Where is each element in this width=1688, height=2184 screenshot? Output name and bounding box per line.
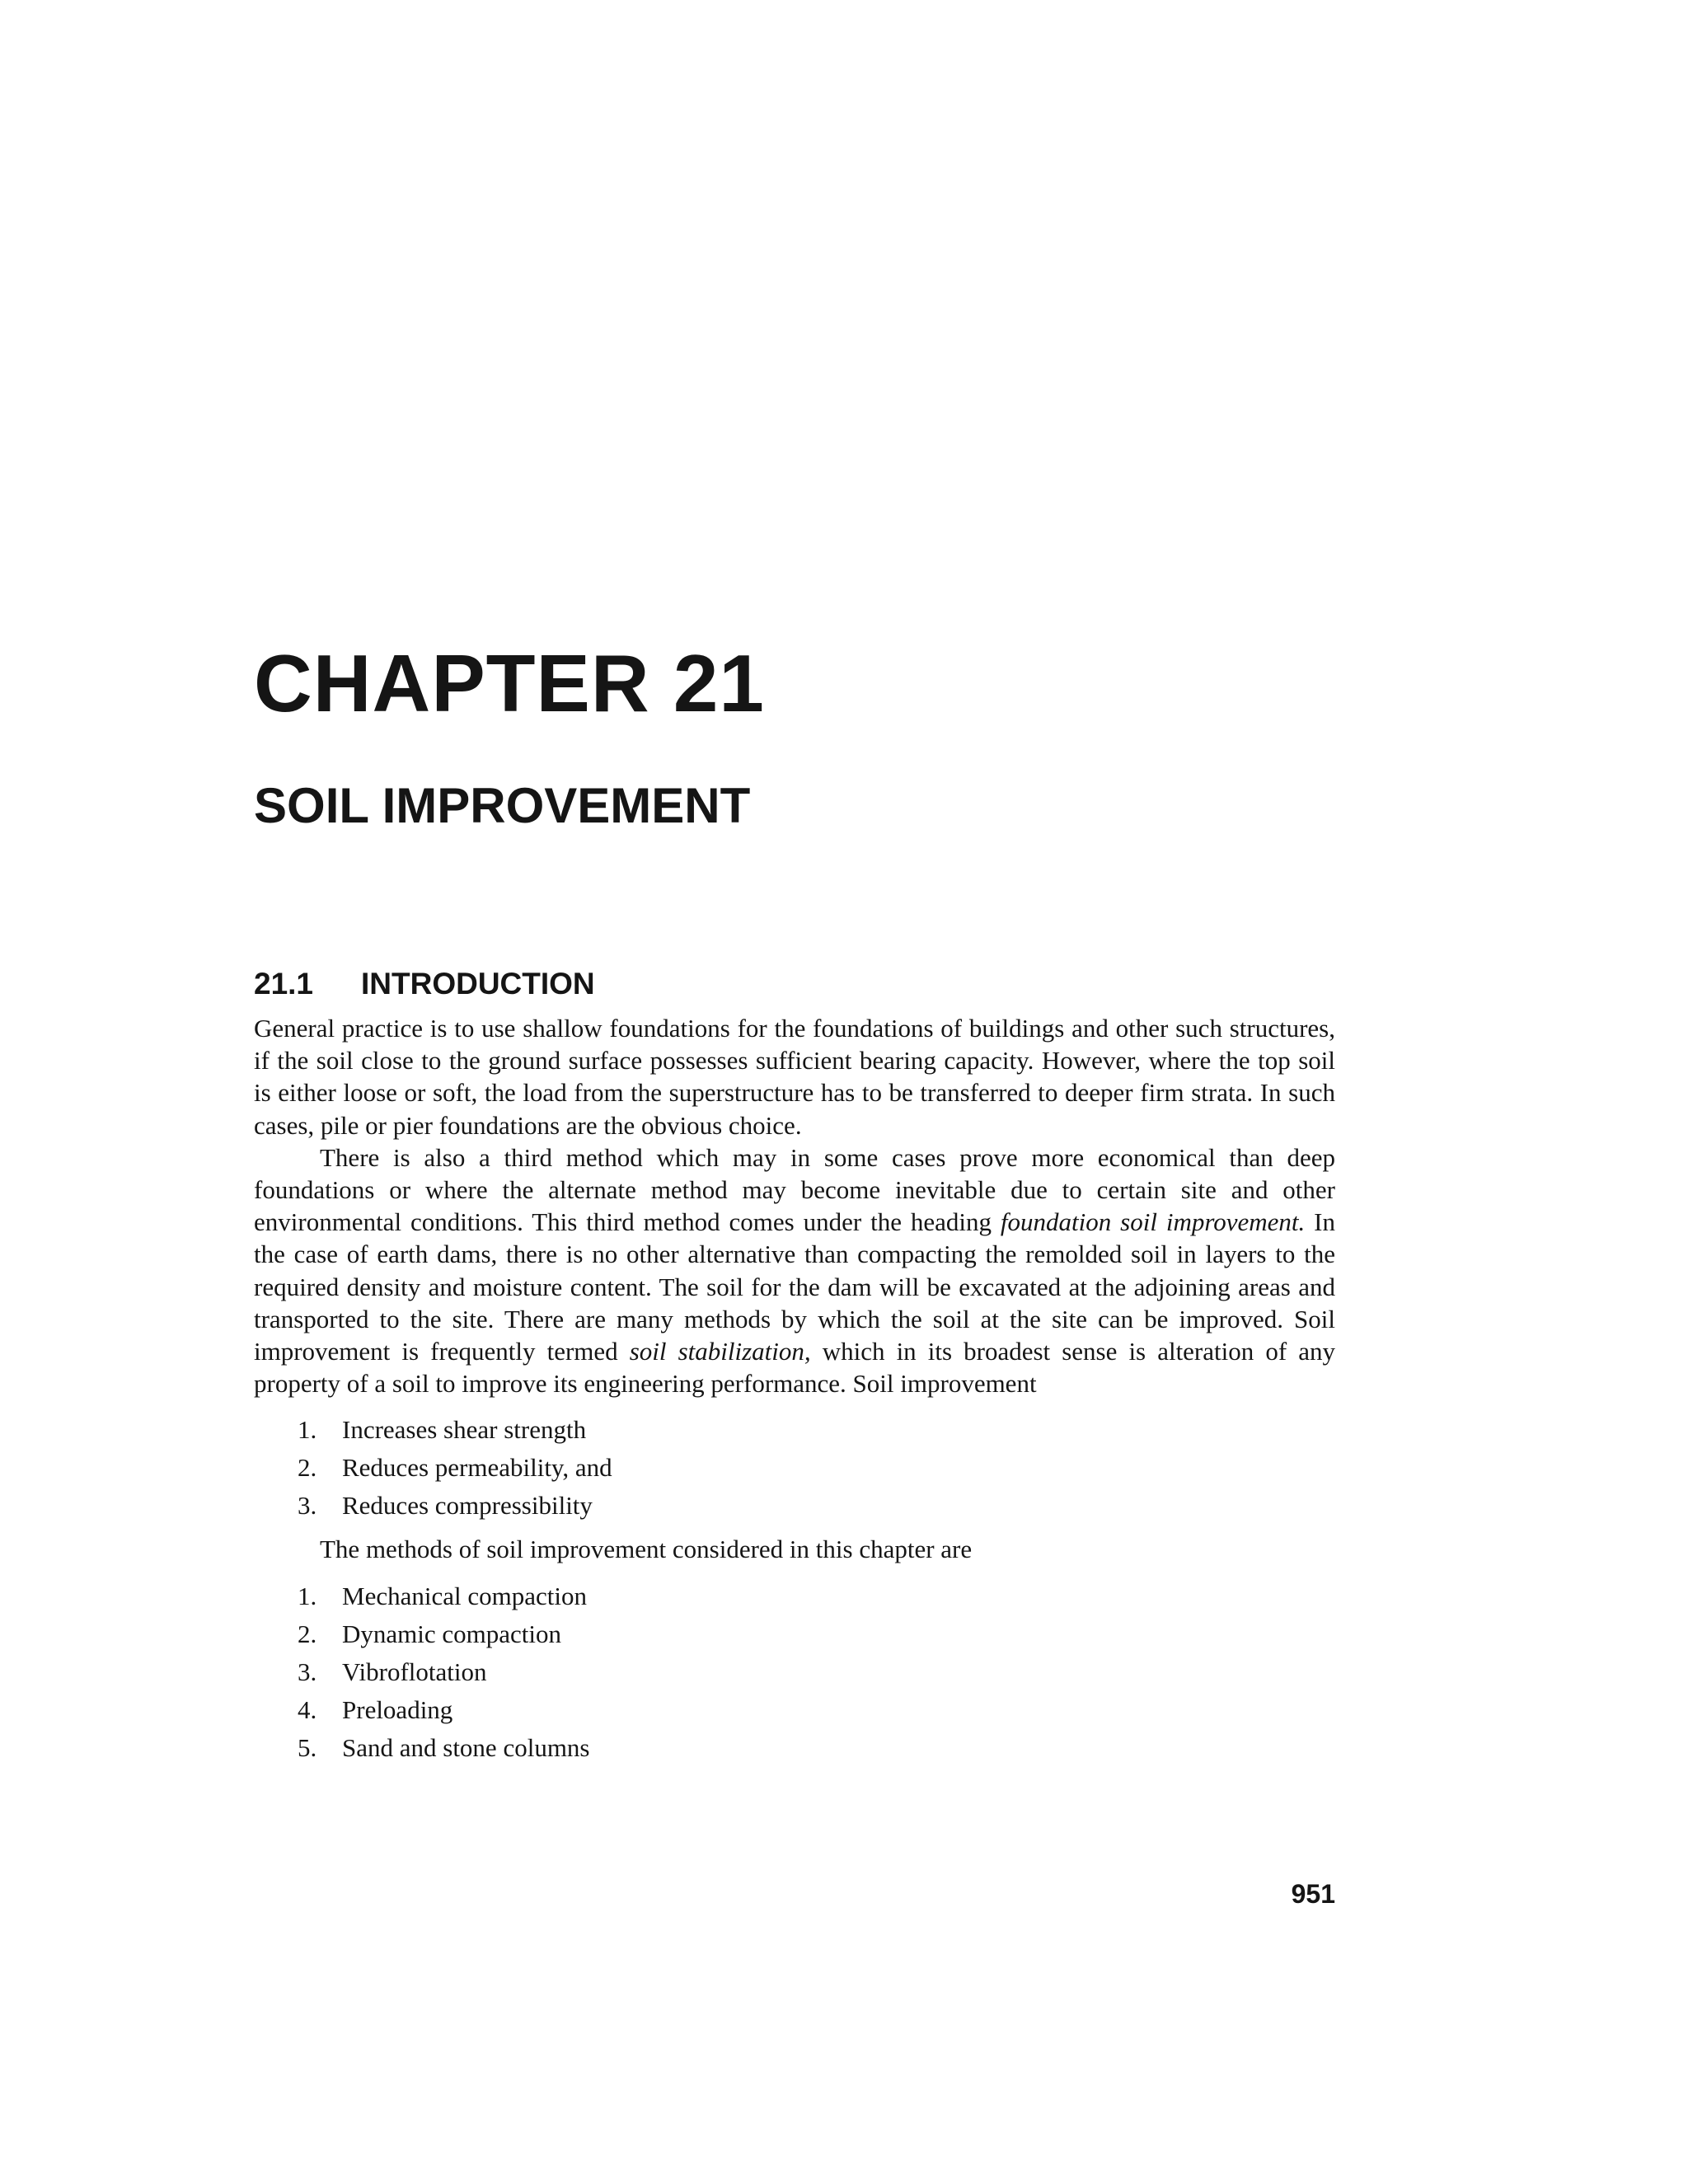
- list-item: [254, 1577, 1335, 1615]
- list-item: [254, 1691, 1335, 1729]
- list-item-number: 1.: [298, 1415, 317, 1445]
- list-item-number: 3.: [298, 1491, 317, 1521]
- list-item: [254, 1615, 1335, 1653]
- chapter-label: CHAPTER 21: [254, 638, 765, 729]
- list-item-number: 5.: [298, 1733, 317, 1763]
- list-item-number: 3.: [298, 1657, 317, 1687]
- list-item-text: Reduces permeability, and: [342, 1453, 612, 1483]
- list-item-number: 4.: [298, 1695, 317, 1725]
- section-title: INTRODUCTION: [361, 967, 595, 1001]
- list-item-text: Sand and stone columns: [342, 1733, 590, 1763]
- chapter-title: SOIL IMPROVEMENT: [254, 778, 751, 833]
- list-item-text: Preloading: [342, 1695, 453, 1725]
- term-foundation-soil-improvement: foundation soil improvement.: [1000, 1207, 1306, 1237]
- methods-list: [254, 1577, 1335, 1767]
- list-item-number: 2.: [298, 1619, 317, 1649]
- list-item: [254, 1729, 1335, 1767]
- paragraph-2-text-a: There is also a third method which may in some cases prove more economical than deep foundations or where the alternate method may become inevitable due to certain site and other environmental conditions. This third method comes under the heading: [254, 1142, 1335, 1237]
- list-item-text: Mechanical compaction: [342, 1582, 587, 1611]
- paragraph-2-text-c: which in its broadest sense is alteration of any property of a soil to improve its engineering performance. Soil improvement: [254, 1337, 1335, 1399]
- list-item-text: Reduces compressibility: [342, 1491, 593, 1521]
- list-item-text: Dynamic compaction: [342, 1619, 561, 1649]
- list-item-number: 2.: [298, 1453, 317, 1483]
- intro-paragraph-1: General practice is to use shallow foundations for the foundations of buildings and other such structures, if the soil close to the ground surface possesses sufficient bearing capacity. However, where the top soil is either loose or soft, the load from the superstructure has to be transferred to deeper firm strata. In such cases, pile or pier foundations are the obvious choice.: [254, 1014, 1335, 1140]
- term-soil-stabilization: soil stabilization,: [629, 1337, 811, 1366]
- list-item: [254, 1411, 1335, 1449]
- list-item: [254, 1487, 1335, 1525]
- paragraph-2-text-b: In the case of earth dams, there is no other alternative than compacting the remolded soil in layers to the required density and moisture content. The soil for the dam will be excavated at the adjoining areas and transported to the site. There are many methods by which the soil at the site can be improved. Soil improvement is frequently termed: [254, 1207, 1336, 1366]
- list-item: [254, 1653, 1335, 1691]
- intro-paragraph-2: [254, 1141, 1335, 1400]
- section-heading: [254, 968, 1335, 999]
- section-number: 21.1: [254, 967, 314, 1001]
- page-content: [254, 638, 1336, 1767]
- effects-list: [254, 1411, 1335, 1525]
- list-item-text: Increases shear strength: [342, 1415, 587, 1445]
- list-item-number: 1.: [298, 1582, 317, 1611]
- page-number: 951: [1291, 1879, 1335, 1909]
- list-item: [254, 1449, 1335, 1487]
- list-item-text: Vibroflotation: [342, 1657, 487, 1687]
- methods-lead-text: The methods of soil improvement considered in this chapter are: [320, 1535, 973, 1564]
